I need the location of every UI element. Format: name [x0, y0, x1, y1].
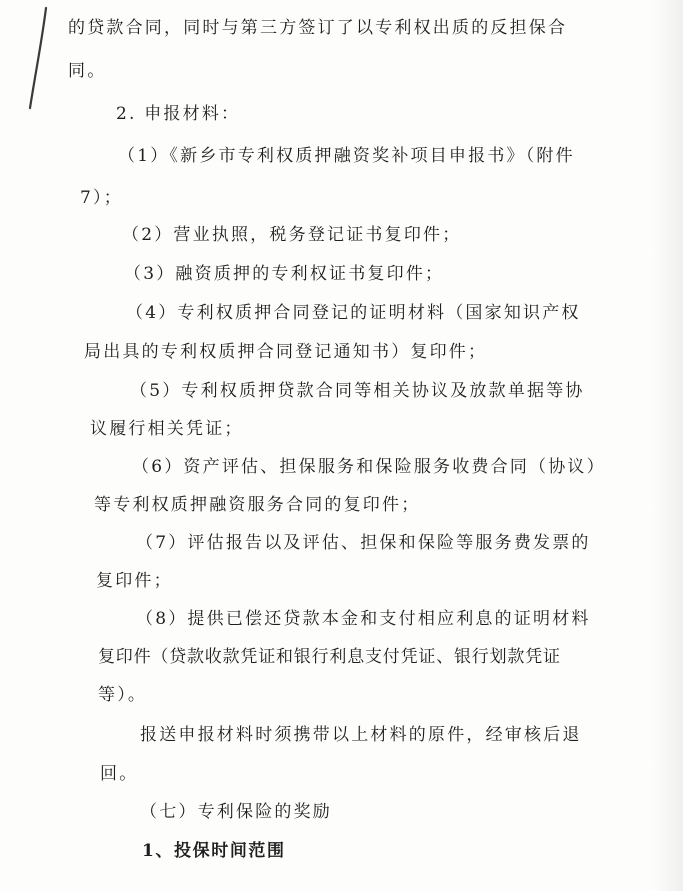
item-8-line-3: 等）。 [98, 685, 148, 705]
item-1-line-2: 7）； [80, 188, 123, 208]
body-line-1: 的贷款合同，同时与第三方签订了以专利权出质的反担保合 [68, 18, 568, 38]
item-1-line-1: （1）《新乡市专利权质押融资奖补项目申报书》（附件 [118, 146, 575, 166]
item-7-line-1: （7）评估报告以及评估、担保和保险等服务费发票的 [136, 533, 591, 553]
item-3: （3）融资质押的专利权证书复印件； [124, 264, 445, 284]
note-line-1: 报送申报材料时须携带以上材料的原件，经审核后退 [140, 725, 582, 745]
item-7-line-2: 复印件； [96, 571, 173, 591]
section-heading-materials: 2. 申报材料： [116, 104, 241, 124]
body-line-2: 同。 [68, 61, 107, 81]
subheading-insurance-period: 1、投保时间范围 [142, 841, 286, 861]
item-6-line-1: （6）资产评估、担保服务和保险服务收费合同（协议） [132, 457, 606, 477]
item-5-line-1: （5）专利权质押贷款合同等相关协议及放款单据等协 [130, 381, 585, 401]
item-8-line-1: （8）提供已偿还贷款本金和支付相应利息的证明材料 [136, 609, 591, 629]
item-6-line-2: 等专利权质押融资服务合同的复印件； [94, 495, 421, 515]
item-4-line-1: （4）专利权质押合同登记的证明材料（国家知识产权 [126, 303, 581, 323]
section-heading-patent-insurance: （七）专利保险的奖励 [140, 802, 332, 822]
item-2: （2）营业执照，税务登记证书复印件； [122, 225, 462, 245]
item-5-line-2: 议履行相关凭证； [90, 419, 244, 439]
item-4-line-2: 局出具的专利权质押合同登记通知书）复印件； [84, 342, 488, 362]
note-line-2: 回。 [100, 764, 139, 784]
item-8-line-2: 复印件（贷款收款凭证和银行利息支付凭证、银行划款凭证 [98, 647, 561, 667]
pen-stroke-mark [0, 0, 60, 120]
